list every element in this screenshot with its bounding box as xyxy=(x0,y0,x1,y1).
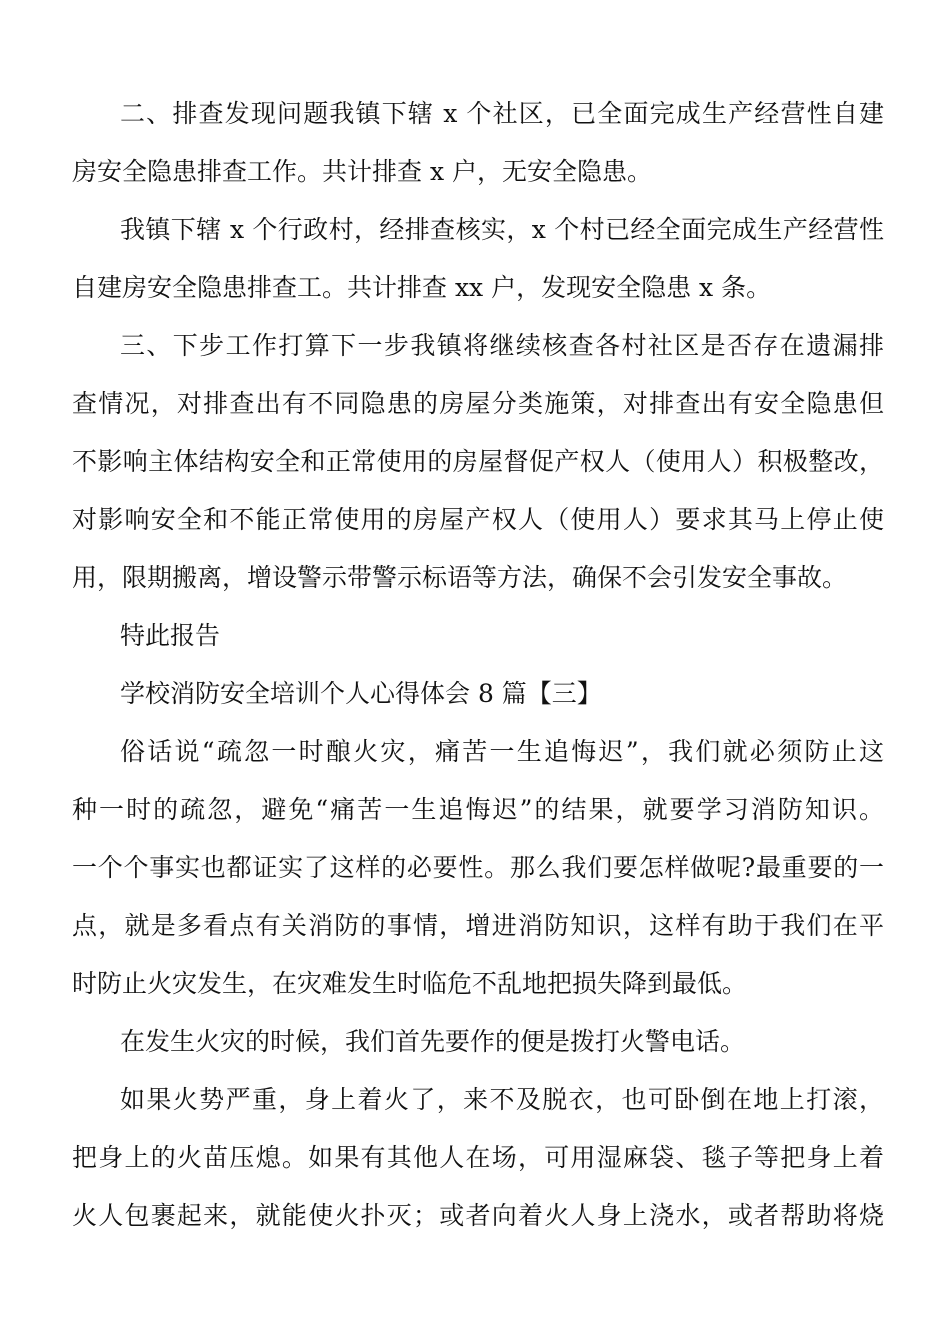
text-line: 如果火势严重，身上着火了，来不及脱衣，也可卧倒在地上打滚， xyxy=(120,1085,884,1114)
text-line: 不影响主体结构安全和正常使用的房屋督促产权人（使用人）积极整改， xyxy=(72,447,884,476)
text-line: 火人包裹起来，就能使火扑灭；或者向着火人身上浇水，或者帮助将烧 xyxy=(72,1201,884,1230)
text-line: 在发生火灾的时候，我们首先要作的便是拨打火警电话。 xyxy=(120,1027,746,1056)
text-line: 把身上的火苗压熄。如果有其他人在场，可用湿麻袋、毯子等把身上着 xyxy=(72,1143,884,1172)
text-line: 房安全隐患排查工作。共计排查 x 户，无安全隐患。 xyxy=(72,157,652,186)
closing-line: 特此报告 xyxy=(120,621,221,650)
text-line: 三、下步工作打算下一步我镇将继续核查各村社区是否存在遗漏排 xyxy=(120,331,884,360)
text-line: 查情况，对排查出有不同隐患的房屋分类施策，对排查出有安全隐患但 xyxy=(72,389,884,418)
text-line: 时防止火灾发生，在灾难发生时临危不乱地把损失降到最低。 xyxy=(72,969,748,998)
text-line: 二、排查发现问题我镇下辖 x 个社区，已全面完成生产经营性自建 xyxy=(120,99,884,128)
text-line: 点，就是多看点有关消防的事情，增进消防知识，这样有助于我们在平 xyxy=(72,911,884,940)
text-line: 用，限期搬离，增设警示带警示标语等方法，确保不会引发安全事故。 xyxy=(72,563,848,592)
text-line: 种一时的疏忽，避免“痛苦一生追悔迟”的结果，就要学习消防知识。 xyxy=(72,795,884,824)
text-line: 对影响安全和不能正常使用的房屋产权人（使用人）要求其马上停止使 xyxy=(72,505,884,534)
text-line: 我镇下辖 x 个行政村，经排查核实，x 个村已经全面完成生产经营性 xyxy=(120,215,884,244)
section-heading: 学校消防安全培训个人心得体会 8 篇【三】 xyxy=(120,679,602,708)
text-line: 自建房安全隐患排查工。共计排查 xx 户，发现安全隐患 x 条。 xyxy=(72,273,772,302)
text-line: 一个个事实也都证实了这样的必要性。那么我们要怎样做呢?最重要的一 xyxy=(72,853,884,882)
text-line: 俗话说“疏忽一时酿火灾，痛苦一生追悔迟”，我们就必须防止这 xyxy=(120,737,884,766)
